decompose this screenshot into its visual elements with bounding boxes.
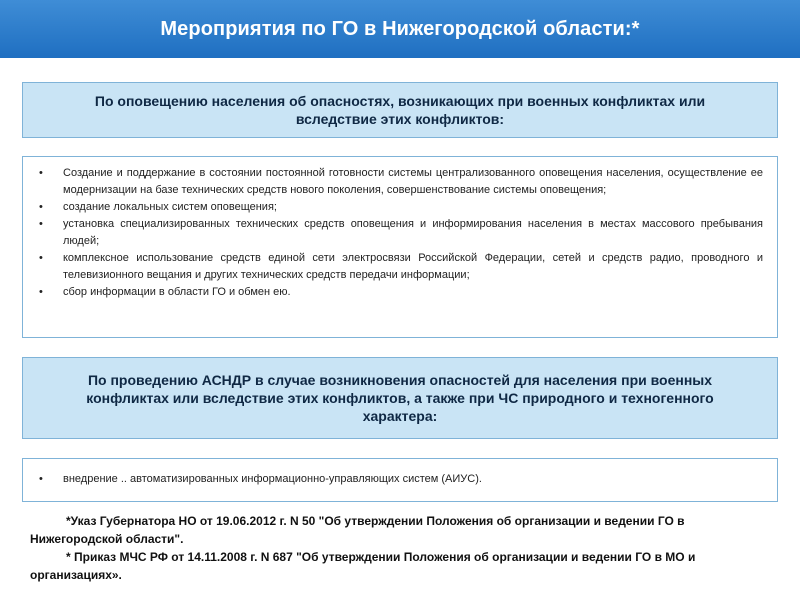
list-item xyxy=(37,165,763,199)
list-item xyxy=(37,199,763,216)
bullet-icon: • xyxy=(39,201,43,213)
section1-heading-box xyxy=(22,82,778,138)
footnote: *Указ Губернатора НО от 19.06.2012 г. N 50 "Об утверждении Положения об организации и ведении ГО в Нижегородской области". xyxy=(30,514,685,546)
list-item-text: сбор информации в области ГО и обмен ею. xyxy=(63,286,291,298)
section2-heading-box xyxy=(22,357,778,439)
footnote: * Приказ МЧС РФ от 14.11.2008 г. N 687 "Об утверждении Положения об организации и ведении ГО в МО и организациях». xyxy=(30,550,696,582)
list-item-text: внедрение .. автоматизированных информационно-управляющих систем (АИУС). xyxy=(63,473,482,485)
section1-list-box xyxy=(22,156,778,338)
list-item-text: комплексное использование средств единой сети электросвязи Российской Федерации, сетей и средств радио, проводного и телевизионного вещания и других технических средств передачи информации; xyxy=(63,252,763,281)
slide-title: Мероприятия по ГО в Нижегородской области:* xyxy=(160,17,640,40)
section1-list xyxy=(37,165,763,301)
title-bar xyxy=(0,0,800,58)
list-item-text: установка специализированных технических средств оповещения и информирования населения в местах массового пребывания людей; xyxy=(63,218,763,247)
section2-heading: По проведению АСНДР в случае возникновения опасностей для населения при военных конфликтах или вследствие этих конфликтов, а также при ЧС природного и техногенного характера: xyxy=(86,372,714,424)
bullet-icon: • xyxy=(39,473,43,485)
list-item xyxy=(37,284,763,301)
list-item xyxy=(37,216,763,250)
section2-list-box xyxy=(22,458,778,502)
section2-list xyxy=(37,471,763,488)
list-item xyxy=(37,250,763,284)
list-item xyxy=(37,471,763,488)
bullet-icon: • xyxy=(39,167,43,179)
bullet-icon: • xyxy=(39,252,43,264)
list-item-text: Создание и поддержание в состоянии постоянной готовности системы централизованного оповещения населения, осуществление ее модернизации на базе технических средств нового поколения, совершенствование системы оповещения; xyxy=(63,167,763,196)
bullet-icon: • xyxy=(39,218,43,230)
section1-heading: По оповещению населения об опасностях, возникающих при военных конфликтах или вследствие этих конфликтов: xyxy=(94,93,706,127)
list-item-text: создание локальных систем оповещения; xyxy=(63,201,277,213)
bullet-icon: • xyxy=(39,286,43,298)
footnotes xyxy=(30,512,772,584)
